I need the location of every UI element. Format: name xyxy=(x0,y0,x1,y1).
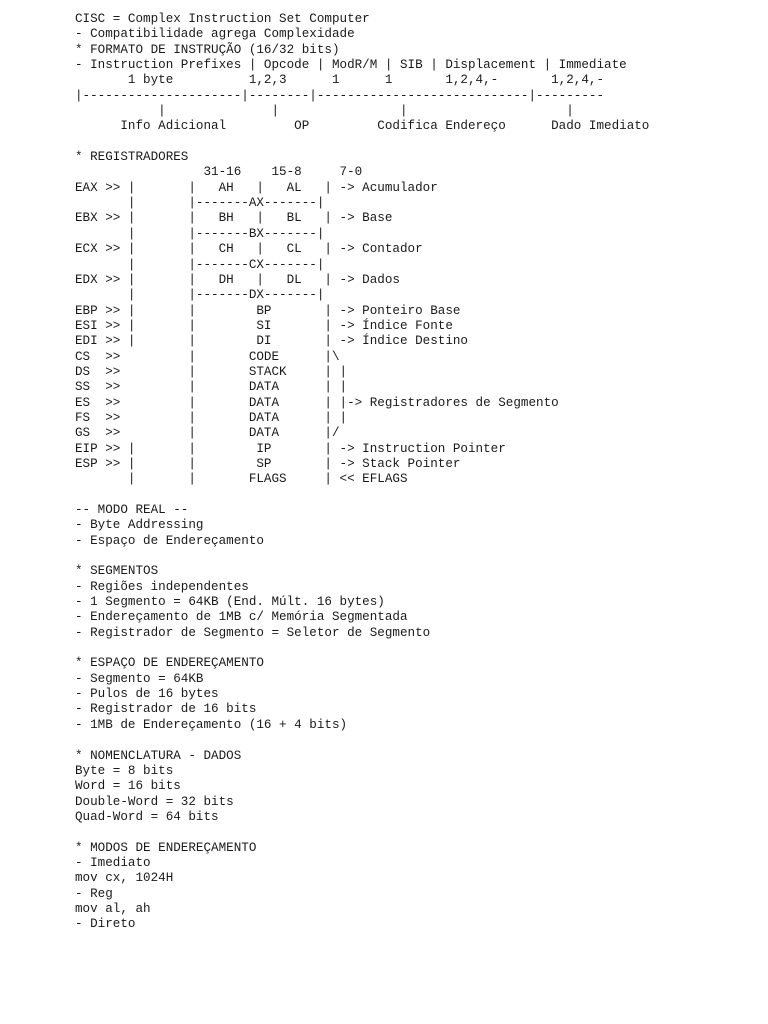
register-line: | |-------CX-------| xyxy=(75,257,325,272)
register-line: | |-------BX-------| xyxy=(75,226,325,241)
text-line: - Registrador de 16 bits xyxy=(75,702,257,717)
code-line: mov al, ah xyxy=(75,901,151,916)
register-line: EAX >> | | AH | AL | -> Acumulador xyxy=(75,180,438,195)
text-line: - Regiões independentes xyxy=(75,579,249,594)
section-heading: -- MODO REAL -- xyxy=(75,503,189,517)
register-line: FS >> | DATA | | xyxy=(75,410,348,425)
text-line: - 1 Segmento = 64KB (End. Múlt. 16 bytes) xyxy=(75,595,385,610)
register-line: ECX >> | | CH | CL | -> Contador xyxy=(75,242,423,257)
document-body xyxy=(75,12,765,933)
format-sizes-line: 1 byte 1,2,3 1 1 1,2,4,- 1,2,4,- xyxy=(75,73,605,88)
text-line: - Compatibilidade agrega Complexidade xyxy=(75,27,355,42)
blank-line xyxy=(75,549,765,564)
format-caption-line: Info Adicional OP Codifica Endereço Dado Imediato xyxy=(75,119,650,134)
register-line: CS >> | CODE |\ xyxy=(75,349,340,364)
register-line: EDX >> | | DH | DL | -> Dados xyxy=(75,272,400,287)
text-line: - Segmento = 64KB xyxy=(75,671,204,686)
register-bit-header: 31-16 15-8 7-0 xyxy=(75,165,363,180)
register-line: EIP >> | | IP | -> Instruction Pointer xyxy=(75,441,506,456)
text-line: Word = 16 bits xyxy=(75,779,181,794)
blank-line xyxy=(75,488,765,503)
section-heading: * ESPAÇO DE ENDEREÇAMENTO xyxy=(75,656,264,671)
format-pointer-line: | | | | xyxy=(75,104,574,119)
register-line: | |-------DX-------| xyxy=(75,288,325,303)
section-heading: * MODOS DE ENDEREÇAMENTO xyxy=(75,840,257,855)
text-line: - 1MB de Endereçamento (16 + 4 bits) xyxy=(75,717,348,732)
text-line: Byte = 8 bits xyxy=(75,763,174,778)
format-header-line: - Instruction Prefixes | Opcode | ModR/M | SIB | Displacement | Immediate xyxy=(75,58,627,73)
blank-line xyxy=(75,135,765,150)
register-line: | |-------AX-------| xyxy=(75,196,325,211)
text-line: - Espaço de Endereçamento xyxy=(75,533,264,548)
register-line: ESP >> | | SP | -> Stack Pointer xyxy=(75,456,461,471)
register-line: DS >> | STACK | | xyxy=(75,364,348,379)
section-heading: * NOMENCLATURA - DADOS xyxy=(75,748,242,763)
text-line: - Reg xyxy=(75,886,113,901)
text-line: - Direto xyxy=(75,917,136,932)
register-line: SS >> | DATA | | xyxy=(75,380,348,395)
text-line: - Registrador de Segmento = Seletor de Segmento xyxy=(75,625,431,640)
register-line: ESI >> | | SI | -> Índice Fonte xyxy=(75,318,453,333)
blank-line xyxy=(75,733,765,748)
section-heading: * REGISTRADORES xyxy=(75,150,189,165)
register-line: | | FLAGS | << EFLAGS xyxy=(75,472,408,487)
format-divider-line: |---------------------|--------|----------------------------|--------- xyxy=(75,88,605,103)
register-line: GS >> | DATA |/ xyxy=(75,426,340,441)
blank-line xyxy=(75,641,765,656)
blank-line xyxy=(75,825,765,840)
title-line: CISC = Complex Instruction Set Computer xyxy=(75,12,370,26)
text-line: - Endereçamento de 1MB c/ Memória Segmentada xyxy=(75,610,408,625)
text-line: - Pulos de 16 bytes xyxy=(75,687,219,702)
text-line: - Byte Addressing xyxy=(75,518,204,533)
text-line: Double-Word = 32 bits xyxy=(75,794,234,809)
text-line: Quad-Word = 64 bits xyxy=(75,809,219,824)
register-line: ES >> | DATA | |-> Registradores de Segmento xyxy=(75,395,559,410)
register-line: EBP >> | | BP | -> Ponteiro Base xyxy=(75,303,461,318)
section-heading: * SEGMENTOS xyxy=(75,564,159,579)
register-line: EBX >> | | BH | BL | -> Base xyxy=(75,211,393,226)
text-line: - Imediato xyxy=(75,855,151,870)
code-line: mov cx, 1024H xyxy=(75,871,174,886)
register-line: EDI >> | | DI | -> Índice Destino xyxy=(75,334,468,349)
section-heading: * FORMATO DE INSTRUÇÃO (16/32 bits) xyxy=(75,42,340,57)
